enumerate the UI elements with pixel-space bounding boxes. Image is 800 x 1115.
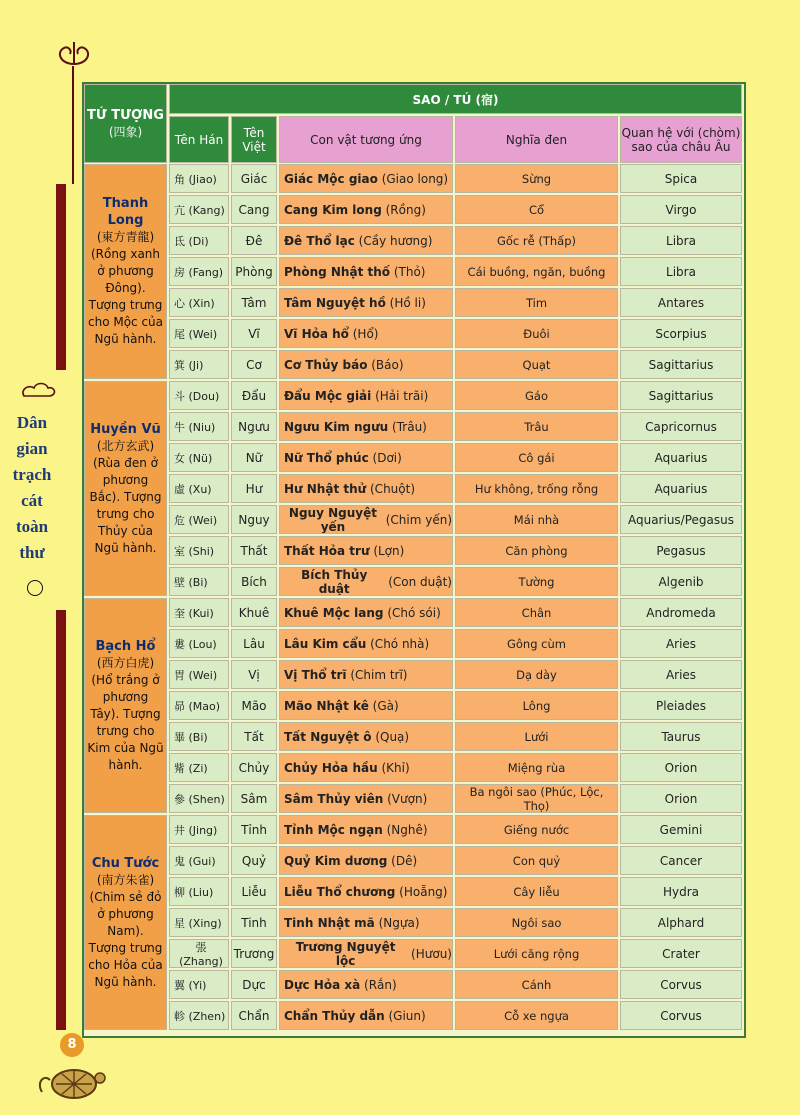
animal-name: (Vượn)	[383, 791, 428, 806]
han-name-cell: 箕 (Ji)	[169, 350, 229, 379]
group-col-title: TỨ TƯỢNG	[87, 107, 164, 123]
viet-name-cell: Tinh	[231, 908, 277, 937]
han-name-cell: 軫 (Zhen)	[169, 1001, 229, 1030]
viet-name-cell: Quỷ	[231, 846, 277, 875]
viet-name-cell: Trương	[231, 939, 277, 968]
animal-name: (Ngựa)	[374, 915, 420, 930]
quan-he-header: Quan hệ với (chòm) sao của châu Âu	[620, 116, 742, 163]
viet-name-cell: Tất	[231, 722, 277, 751]
animal-cell	[279, 877, 453, 906]
viet-name-cell: Đê	[231, 226, 277, 255]
star-full-name: Trương Nguyệt lộc	[295, 939, 396, 968]
animal-name: (Hồ li)	[385, 295, 426, 310]
ten-viet-header: Tên Việt	[231, 116, 277, 163]
viet-name-cell: Tâm	[231, 288, 277, 317]
star-full-name: Đẩu Mộc giải	[284, 388, 372, 403]
animal-name: (Lợn)	[369, 543, 405, 558]
viet-name-cell: Thất	[231, 536, 277, 565]
han-name-cell: 心 (Xin)	[169, 288, 229, 317]
animal-name: (Hải trãi)	[371, 388, 429, 403]
animal-name: (Chó nhà)	[366, 636, 430, 651]
animal-name: (Rắn)	[360, 977, 397, 992]
group-desc: (西方白虎) (Hổ trắng ở phương Tây). Tượng trưng cho Kim của Ngũ hành.	[87, 655, 164, 772]
viet-name-cell: Bích	[231, 567, 277, 596]
han-name-cell: 牛 (Niu)	[169, 412, 229, 441]
european-star-cell: Pegasus	[620, 536, 742, 565]
circle-icon	[27, 580, 43, 596]
european-star-cell: Orion	[620, 784, 742, 813]
group-cell-2	[84, 598, 167, 813]
group-cell-1	[84, 381, 167, 596]
meaning-cell: Cây liễu	[455, 877, 618, 906]
viet-name-cell: Giác	[231, 164, 277, 193]
meaning-cell: Cái buồng, ngăn, buồng	[455, 257, 618, 286]
animal-cell	[279, 1001, 453, 1030]
animal-cell	[279, 381, 453, 410]
animal-cell	[279, 660, 453, 689]
european-star-cell: Taurus	[620, 722, 742, 751]
animal-name: (Thỏ)	[390, 264, 426, 279]
meaning-cell: Mái nhà	[455, 505, 618, 534]
animal-cell	[279, 226, 453, 255]
meaning-cell: Giếng nước	[455, 815, 618, 844]
star-full-name: Vĩ Hỏa hổ	[284, 326, 349, 341]
side-title-line: trạch	[12, 465, 52, 484]
han-name-cell: 奎 (Kui)	[169, 598, 229, 627]
animal-name: (Chó sói)	[383, 605, 441, 620]
side-title-line: toàn	[15, 517, 49, 536]
han-name-cell: 虛 (Xu)	[169, 474, 229, 503]
animal-name: (Hổ)	[348, 326, 379, 341]
viet-name-cell: Sâm	[231, 784, 277, 813]
star-full-name: Chủy Hỏa hầu	[284, 760, 378, 775]
han-name-cell: 氐 (Di)	[169, 226, 229, 255]
meaning-cell: Lưới	[455, 722, 618, 751]
cloud-ornament-icon	[50, 38, 98, 68]
european-star-cell: Aries	[620, 660, 742, 689]
star-full-name: Phòng Nhật thố	[284, 264, 391, 279]
star-full-name: Đê Thổ lạc	[284, 233, 355, 248]
han-name-cell: 尾 (Wei)	[169, 319, 229, 348]
han-name-cell: 鬼 (Gui)	[169, 846, 229, 875]
animal-name: (Dê)	[387, 853, 418, 868]
viet-name-cell: Phòng	[231, 257, 277, 286]
european-star-cell: Pleiades	[620, 691, 742, 720]
han-name-cell: 胃 (Wei)	[169, 660, 229, 689]
side-title-line: thư	[19, 543, 45, 562]
animal-name: (Trâu)	[388, 419, 427, 434]
viet-name-cell: Khuê	[231, 598, 277, 627]
animal-name: (Cầy hương)	[354, 233, 433, 248]
han-name-cell: 星 (Xing)	[169, 908, 229, 937]
animal-name: (Dơi)	[368, 450, 402, 465]
han-name-cell: 危 (Wei)	[169, 505, 229, 534]
animal-name: (Giun)	[384, 1008, 426, 1023]
european-star-cell: Sagittarius	[620, 381, 742, 410]
han-name-cell: 斗 (Dou)	[169, 381, 229, 410]
page-number: 8	[60, 1033, 84, 1057]
viet-name-cell: Liễu	[231, 877, 277, 906]
animal-cell	[279, 505, 453, 534]
star-full-name: Cang Kim long	[284, 202, 382, 217]
ten-han-header: Tên Hán	[169, 116, 229, 163]
group-cell-0	[84, 164, 167, 379]
meaning-cell: Tường	[455, 567, 618, 596]
star-full-name: Cơ Thủy báo	[284, 357, 368, 372]
star-full-name: Nguy Nguyệt yến	[288, 505, 377, 534]
meaning-cell: Lưới căng rộng	[455, 939, 618, 968]
meaning-cell: Miệng rùa	[455, 753, 618, 782]
animal-name: (Con duật)	[384, 574, 452, 589]
animal-name: (Rồng)	[381, 202, 426, 217]
meaning-cell: Cỗ xe ngựa	[455, 1001, 618, 1030]
turtle-ornament-icon	[34, 1052, 114, 1108]
meaning-cell: Lông	[455, 691, 618, 720]
star-full-name: Tinh Nhật mã	[284, 915, 375, 930]
viet-name-cell: Cang	[231, 195, 277, 224]
meaning-cell: Quạt	[455, 350, 618, 379]
cloud-small-icon	[18, 380, 58, 404]
european-star-cell: Libra	[620, 226, 742, 255]
european-star-cell: Crater	[620, 939, 742, 968]
star-full-name: Mão Nhật kê	[284, 698, 369, 713]
animal-name: (Hươu)	[407, 946, 452, 961]
meaning-cell: Ngôi sao	[455, 908, 618, 937]
meaning-cell: Cổ	[455, 195, 618, 224]
animal-cell	[279, 412, 453, 441]
animal-name: (Quạ)	[371, 729, 410, 744]
animal-cell	[279, 815, 453, 844]
meaning-cell: Cô gái	[455, 443, 618, 472]
star-full-name: Ngưu Kim ngưu	[284, 419, 389, 434]
star-full-name: Bích Thủy duật	[301, 567, 368, 596]
group-col-header	[84, 84, 167, 163]
meaning-cell: Cánh	[455, 970, 618, 999]
viet-name-cell: Vị	[231, 660, 277, 689]
han-name-cell: 房 (Fang)	[169, 257, 229, 286]
viet-name-cell: Đẩu	[231, 381, 277, 410]
han-name-cell: 張 (Zhang)	[169, 939, 229, 968]
animal-cell	[279, 474, 453, 503]
european-star-cell: Corvus	[620, 970, 742, 999]
european-star-cell: Corvus	[620, 1001, 742, 1030]
group-name: Huyền Vũ	[90, 421, 161, 437]
frame-bar-lower	[56, 610, 66, 1030]
animal-cell	[279, 629, 453, 658]
animal-name: (Chim yến)	[381, 512, 452, 527]
animal-name: (Chuột)	[366, 481, 416, 496]
han-name-cell: 昴 (Mao)	[169, 691, 229, 720]
european-star-cell: Aquarius	[620, 474, 742, 503]
group-name: Chu Tước	[91, 855, 160, 871]
animal-cell	[279, 908, 453, 937]
european-star-cell: Virgo	[620, 195, 742, 224]
group-name: Bạch Hổ	[95, 638, 156, 654]
han-name-cell: 婁 (Lou)	[169, 629, 229, 658]
animal-name: (Gà)	[368, 698, 399, 713]
european-star-cell: Spica	[620, 164, 742, 193]
european-star-cell: Cancer	[620, 846, 742, 875]
meaning-cell: Gáo	[455, 381, 618, 410]
star-table	[82, 82, 746, 1038]
meaning-cell: Gông cùm	[455, 629, 618, 658]
side-title-line: Dân	[16, 413, 48, 432]
animal-cell	[279, 567, 453, 596]
nghia-den-header: Nghĩa đen	[455, 116, 618, 163]
han-name-cell: 參 (Shen)	[169, 784, 229, 813]
european-star-cell: Alphard	[620, 908, 742, 937]
star-full-name: Tỉnh Mộc ngạn	[284, 822, 383, 837]
meaning-cell: Con quỷ	[455, 846, 618, 875]
animal-cell	[279, 598, 453, 627]
viet-name-cell: Chẩn	[231, 1001, 277, 1030]
viet-name-cell: Tỉnh	[231, 815, 277, 844]
meaning-cell: Căn phòng	[455, 536, 618, 565]
animal-cell	[279, 319, 453, 348]
star-full-name: Quỷ Kim dương	[284, 853, 388, 868]
han-name-cell: 井 (Jing)	[169, 815, 229, 844]
side-title-line: gian	[16, 439, 48, 458]
animal-cell	[279, 257, 453, 286]
animal-name: (Khỉ)	[377, 760, 410, 775]
star-full-name: Lâu Kim cẩu	[284, 636, 367, 651]
meaning-cell: Đuôi	[455, 319, 618, 348]
viet-name-cell: Ngưu	[231, 412, 277, 441]
european-star-cell: Aquarius	[620, 443, 742, 472]
animal-cell	[279, 536, 453, 565]
meaning-cell: Tim	[455, 288, 618, 317]
star-full-name: Tất Nguyệt ô	[284, 729, 372, 744]
animal-cell	[279, 970, 453, 999]
viet-name-cell: Vĩ	[231, 319, 277, 348]
animal-name: (Hoẵng)	[395, 884, 448, 899]
viet-name-cell: Lâu	[231, 629, 277, 658]
meaning-cell: Chân	[455, 598, 618, 627]
animal-name: (Giao long)	[377, 171, 449, 186]
viet-name-cell: Cơ	[231, 350, 277, 379]
meaning-cell: Trâu	[455, 412, 618, 441]
star-full-name: Thất Hỏa trư	[284, 543, 370, 558]
star-full-name: Giác Mộc giao	[284, 171, 378, 186]
star-full-name: Khuê Mộc lang	[284, 605, 384, 620]
han-name-cell: 女 (Nü)	[169, 443, 229, 472]
european-star-cell: Hydra	[620, 877, 742, 906]
animal-cell	[279, 753, 453, 782]
viet-name-cell: Dực	[231, 970, 277, 999]
meaning-cell: Sừng	[455, 164, 618, 193]
meaning-cell: Hư không, trống rỗng	[455, 474, 618, 503]
animal-cell	[279, 443, 453, 472]
star-full-name: Dực Hỏa xà	[284, 977, 361, 992]
viet-name-cell: Mão	[231, 691, 277, 720]
animal-name: (Nghê)	[382, 822, 428, 837]
viet-name-cell: Hư	[231, 474, 277, 503]
viet-name-cell: Nữ	[231, 443, 277, 472]
star-full-name: Nữ Thổ phúc	[284, 450, 369, 465]
han-name-cell: 翼 (Yi)	[169, 970, 229, 999]
frame-bar-upper	[56, 184, 66, 370]
european-star-cell: Orion	[620, 753, 742, 782]
han-name-cell: 柳 (Liu)	[169, 877, 229, 906]
european-star-cell: Algenib	[620, 567, 742, 596]
viet-name-cell: Chủy	[231, 753, 277, 782]
european-star-cell: Aquarius/Pegasus	[620, 505, 742, 534]
animal-cell	[279, 939, 453, 968]
european-star-cell: Antares	[620, 288, 742, 317]
european-star-cell: Aries	[620, 629, 742, 658]
han-name-cell: 壁 (Bi)	[169, 567, 229, 596]
sao-tu-header: SAO / TÚ (宿)	[169, 84, 742, 114]
european-star-cell: Sagittarius	[620, 350, 742, 379]
han-name-cell: 角 (Jiao)	[169, 164, 229, 193]
star-full-name: Tâm Nguyệt hồ	[284, 295, 386, 310]
meaning-cell: Dạ dày	[455, 660, 618, 689]
animal-name: (Báo)	[367, 357, 404, 372]
side-title	[4, 410, 60, 566]
european-star-cell: Capricornus	[620, 412, 742, 441]
meaning-cell: Ba ngôi sao (Phúc, Lộc, Thọ)	[455, 784, 618, 813]
group-desc: (南方朱雀) (Chim sẻ đỏ ở phương Nam). Tượng trưng cho Hỏa của Ngũ hành.	[88, 872, 163, 989]
star-full-name: Chẩn Thủy dẫn	[284, 1008, 385, 1023]
european-star-cell: Andromeda	[620, 598, 742, 627]
animal-cell	[279, 350, 453, 379]
frame-line-top	[72, 66, 74, 184]
star-full-name: Vị Thổ trĩ	[284, 667, 347, 682]
animal-name: (Chim trĩ)	[346, 667, 408, 682]
animal-cell	[279, 846, 453, 875]
european-star-cell: Gemini	[620, 815, 742, 844]
group-col-title-cn: (四象)	[108, 124, 143, 139]
han-name-cell: 室 (Shi)	[169, 536, 229, 565]
european-star-cell: Scorpius	[620, 319, 742, 348]
star-full-name: Sâm Thủy viên	[284, 791, 384, 806]
animal-cell	[279, 195, 453, 224]
animal-cell	[279, 691, 453, 720]
animal-cell	[279, 164, 453, 193]
star-full-name: Hư Nhật thử	[284, 481, 367, 496]
animal-cell	[279, 288, 453, 317]
group-cell-3	[84, 815, 167, 1030]
han-name-cell: 畢 (Bi)	[169, 722, 229, 751]
animal-cell	[279, 722, 453, 751]
european-star-cell: Libra	[620, 257, 742, 286]
side-title-line: cát	[21, 491, 43, 510]
group-desc: (東方青龍) (Rồng xanh ở phương Đông). Tượng trưng cho Mộc của Ngũ hành.	[87, 230, 164, 346]
han-name-cell: 觜 (Zi)	[169, 753, 229, 782]
group-name: Thanh Long	[102, 196, 149, 228]
group-desc: (北方玄武) (Rùa đen ở phương Bắc). Tượng trưng cho Thủy của Ngũ hành.	[89, 438, 162, 555]
con-vat-header: Con vật tương ứng	[279, 116, 453, 163]
viet-name-cell: Nguy	[231, 505, 277, 534]
star-full-name: Liễu Thổ chương	[284, 884, 396, 899]
meaning-cell: Gốc rễ (Thấp)	[455, 226, 618, 255]
animal-cell	[279, 784, 453, 813]
han-name-cell: 亢 (Kang)	[169, 195, 229, 224]
